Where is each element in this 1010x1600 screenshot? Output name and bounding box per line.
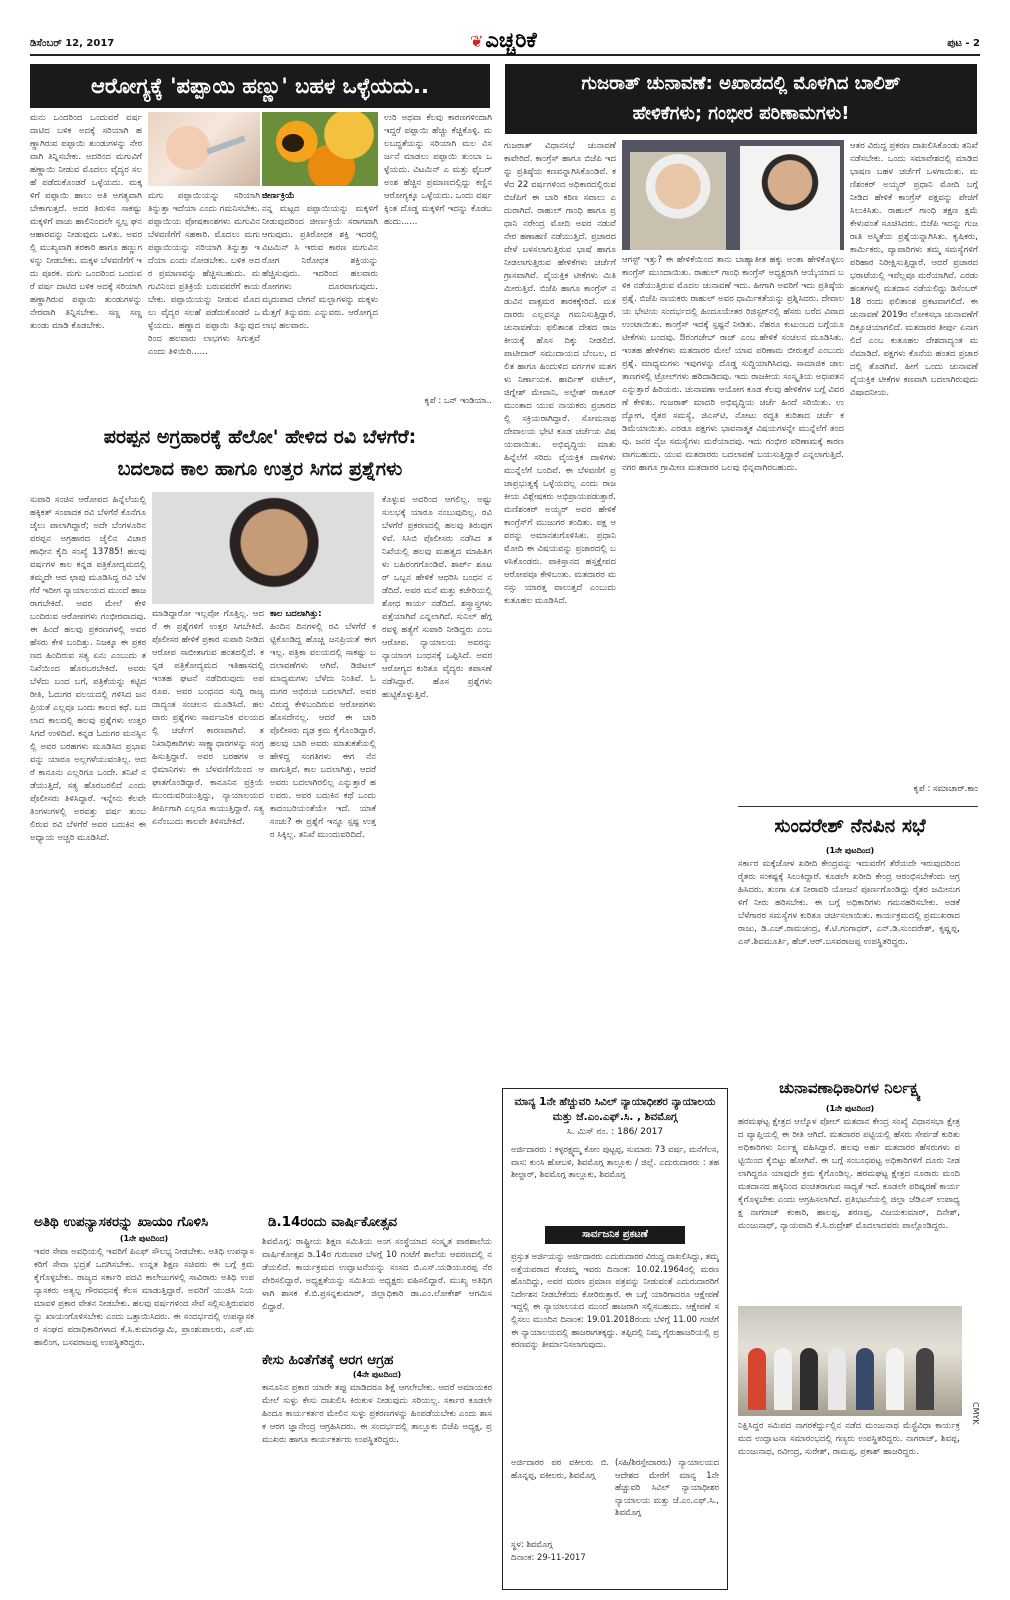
papaya-fruit-photo xyxy=(262,112,378,186)
vaarshikotsava-headline: ಡಿ.14ರಂದು ವಾರ್ಷಿಕೋತ್ಸವ xyxy=(268,1214,398,1230)
ravi-headline xyxy=(30,421,490,487)
sundaresh-body: ಸರ್ಕಾರ ಮಕ್ಕೆಜೋಳ ಖರೀದಿ ಕೇಂದ್ರವನ್ನು ಇದುವರೆಗೆ ತೆರೆಯದೇ ಇರುವುದರಿಂದ ರೈತರು ಸಂಕಷ್ಟಕ್ಕೆ ಸಿಲುಕಿದ್ದಾರೆ. ಕೂಡಲೇ ಖರೀದಿ ಕೇಂದ್ರ ಆರಂಭಿಸಬೇಕೆಂದು ಆಗ್ರಹಿಸಿದರು. ತುಂಗಾ ಏತ ನೀರಾವರಿ ಯೋಜನೆ ಪೂರ್ಣಗೊಂಡಿದ್ದು ರೈತರ ಜಮೀನುಗಳಿಗೆ ನೀರು ಹರಿಸಬೇಕು. ಈ ಬಗ್ಗೆ ಅಧಿಕಾರಿಗಳು ಗಮನಹರಿಸಬೇಕು. ಅಡಕೆ ಬೆಳೆಗಾರರ ಸಮಸ್ಯೆಗಳ ಕುರಿತೂ ಚರ್ಚಿಸಲಾಯಿತು. ಕಾರ್ಯಕ್ರಮದಲ್ಲಿ ಪ್ರಮುಖರಾದ ರಾಜು, ಡಿ.ಎಚ್.ರಾಮಚಂದ್ರ, ಕೆ.ಟಿ.ಗಂಗಾಧರ್, ಎನ್.ಡಿ.ಸುಂದರೇಶ್, ಕೃಷ್ಣಪ್ಪ, ಎಸ್.ಶಿವಮೂರ್ತಿ, ಹೆಚ್.ಆರ್.ಬಸವರಾಜಪ್ಪ ಉಪಸ್ಥಿತರಿದ್ದರು. xyxy=(738,859,960,947)
kesu-dateline: (4ನೇ ಪುಟದಿಂದ) xyxy=(352,1370,402,1379)
athithi-headline: ಅತಿಥಿ ಉಪನ್ಯಾಸಕರನ್ನು ಖಾಯಂ ಗೊಳಿಸಿ xyxy=(34,1214,209,1230)
papaya-credit: ಕೃಪೆ : ಒನ್ ಇಂಡಿಯಾ.. xyxy=(424,396,492,406)
ravi-col-2: ಮಾಡಿದ್ದಾರೋ ಇಲ್ಲವೋ ಗೊತ್ತಿಲ್ಲ. ಆದರೆ ಈ ಪ್ರಶ್ನೆಗಳಿಗೆ ಉತ್ತರ ಸಿಗಬೇಕಿದೆ. ಪೊಲೀಸರ ಹೇಳಿಕೆ ಪ್ರಕಾರ ಸುಪಾರಿ ನೀಡಿದ ಆರೋಪ ಸಾಬೀತಾಗುವ ಹಂತದಲ್ಲಿದೆ. ಕನ್ನಡ ಪತ್ರಿಕೋದ್ಯಮದ ಇತಿಹಾಸದಲ್ಲಿ ಇಂತಹ ಘಟನೆ ನಡೆದಿರುವುದು ಅಪರೂಪ. ಅವರ ಬಂಧನದ ಸುದ್ದಿ ರಾಜ್ಯದಾದ್ಯಂತ ಸಂಚಲನ ಮೂಡಿಸಿದೆ. ಹಲವಾರು ಪ್ರಶ್ನೆಗಳು ಸಾರ್ವಜನಿಕ ವಲಯದಲ್ಲಿ ಚರ್ಚೆಗೆ ಕಾರಣವಾಗಿವೆ. ತನಿಖಾಧಿಕಾರಿಗಳು ಸಾಕ್ಷ್ಯಾಧಾರಗಳನ್ನು ಸಂಗ್ರಹಿಸುತ್ತಿದ್ದಾರೆ. ಅವರ ಬರಹಗಳ ಅಭಿಮಾನಿಗಳು ಈ ಬೆಳವಣಿಗೆಯಿಂದ ಆಘಾತಗೊಂಡಿದ್ದಾರೆ. ಕಾನೂನಿನ ಪ್ರಕ್ರಿಯೆ ಮುಂದುವರಿಯುತ್ತಿದ್ದು, ನ್ಯಾಯಾಲಯದ ತೀರ್ಪಿಗಾಗಿ ಎಲ್ಲರೂ ಕಾಯುತ್ತಿದ್ದಾರೆ. ಸತ್ಯ ಏನೆಂಬುದು ಕಾಲವೇ ತಿಳಿಸಬೇಕಿದೆ. xyxy=(152,609,264,827)
papaya-col-1: ಮನು ಒಂದರಿಂದ ಒಂದುವರೆ ವರ್ಷ ದಾಟಿದ ಬಳಿಕ ಅದಕ್ಕೆ ಸರಿಯಾಗಿ ಹಣ್ಣಾಗಿರುವ ಪಪ್ಪಾಯಿ ತುಂಡುಗಳನ್ನು ನೇರವಾಗಿ ತಿನ್ನಿಸಬೇಕು. ಅದರಿಂದ ಮಗುವಿಗೆ ಹಣ್ಣಾಯಿ ನೀಡುವ ಮೊದಲು ವೈದ್ಯರ ಸಲಹೆ ಪಡೆದುಕೊಂಡರೆ ಒಳ್ಳೆಯದು. ಮಕ್ಕಳಿಗೆ ಪಪ್ಪಾಯಿ ಹಾಲು ಅತಿ ಅಗತ್ಯವಾಗಿ ಬೇಕಾಗುತ್ತದೆ. ಅದರ ತಿರುಳಿನ ಸಾಕಷ್ಟು ಮಕ್ಕಳಿಗೆ ಪಾಚು ಹಾಲಿನಿಂದಲೇ ಸ್ವಲ್ಪ ಘನ ಆಹಾರವನ್ನು ನೀಡುವುದು ಒಳಿತು. ಅವರಲ್ಲಿ ಮುಖ್ಯವಾಗಿ ತರಕಾರಿ ಹಾಗೂ ಹಣ್ಣುಗಳನ್ನು ನೀಡಬೇಕು. ಮಕ್ಕಳ ಬೆಳವಣಿಗೆಗೆ ಇದು ಪೂರಕ. ಮಗು ಒಂದರಿಂದ ಒಂದುವರೆ ವರ್ಷ ದಾಟಿದ ಬಳಿಕ ಅದಕ್ಕೆ ಸರಿಯಾಗಿ ಹಣ್ಣಾಗಿರುವ ಪಪ್ಪಾಯಿ ತುಂಡುಗಳನ್ನು ನೇರವಾಗಿ ತಿನ್ನಿಸಬೇಕು. ಸಣ್ಣ ಸಣ್ಣ ತುಂಡು ಮಾಡಿ ಕೊಡಬೇಕು. xyxy=(30,113,142,331)
gujarat-col-3: ಆತರ ವಿರುದ್ಧ ಪ್ರಕರಣ ದಾಖಲಿಸಿಕೊಂಡು ತನಿಖೆ ನಡೆಸಬೇಕು. ಒಂದು ಸಮಾವೇಶದಲ್ಲಿ ಮಾಡಿದ ಭಾಷಣ ಬಹಳ ಚರ್ಚೆಗೆ ಒಳಗಾಯಿತು. ಮಣಿಶಂಕರ್ ಅಯ್ಯರ್ ಪ್ರಧಾನಿ ಮೋದಿ ಬಗ್ಗೆ ನೀಡಿದ ಹೇಳಿಕೆ ಕಾಂಗ್ರೆಸ್ ಪಕ್ಷವನ್ನು ಪೇಚಿಗೆ ಸಿಲುಕಿಸಿತು. ರಾಹುಲ್ ಗಾಂಧಿ ತಕ್ಷಣ ಕ್ಷಮೆ ಕೇಳುವಂತೆ ಸೂಚಿಸಿದರು. ಬಿಜೆಪಿ ಇದನ್ನು ಗುಜರಾತಿ ಅಸ್ಮಿತೆಯ ಪ್ರಶ್ನೆಯನ್ನಾಗಿಸಿತು. ಕೃಷಿಕರು, ಕಾರ್ಮಿಕರು, ವ್ಯಾಪಾರಿಗಳು ತಮ್ಮ ಸಮಸ್ಯೆಗಳಿಗೆ ಪರಿಹಾರ ನಿರೀಕ್ಷಿಸುತ್ತಿದ್ದಾರೆ. ಆದರೆ ಪ್ರಚಾರದ ಭರಾಟೆಯಲ್ಲಿ ಇವೆಲ್ಲವೂ ಮರೆಯಾಗಿವೆ. ಎರಡು ಹಂತಗಳಲ್ಲಿ ಮತದಾನ ನಡೆಯಲಿದ್ದು ಡಿಸೆಂಬರ್ 18 ರಂದು ಫಲಿತಾಂಶ ಪ್ರಕಟವಾಗಲಿದೆ. ಈ ಚುನಾವಣೆ 2019ರ ಲೋಕಸಭಾ ಚುನಾವಣೆಗೆ ದಿಕ್ಸೂಚಿಯಾಗಲಿದೆ. ಮತದಾರರ ತೀರ್ಪು ಏನಾಗಲಿದೆ ಎಂಬ ಕುತೂಹಲ ದೇಶದಾದ್ಯಂತ ಮನೆಮಾಡಿದೆ. ಪಕ್ಷಗಳು ಕೊನೆಯ ಹಂತದ ಪ್ರಚಾರದಲ್ಲಿ ತೊಡಗಿವೆ. ಹೀಗೆ ಒಂದು ಚುನಾವಣೆ ವೈಯಕ್ತಿಕ ಟೀಕೆಗಳ ಕಣವಾಗಿ ಬದಲಾಗಿರುವುದು ವಿಷಾದನೀಯ. xyxy=(850,141,978,398)
gujarat-col-1: ಗುಜರಾತ್ ವಿಧಾನಸಭೆ ಚುನಾವಣೆ ಕಾವೇರಿದೆ. ಕಾಂಗ್ರೆಸ್ ಹಾಗೂ ಬಿಜೆಪಿ ಇದನ್ನು ಪ್ರತಿಷ್ಠೆಯ ಕಣವನ್ನಾಗಿಸಿಕೊಂಡಿವೆ. ಕಳೆದ 22 ವರ್ಷಗಳಿಂದ ಅಧಿಕಾರದಲ್ಲಿರುವ ಬಿಜೆಪಿಗೆ ಈ ಬಾರಿ ಕಠಿಣ ಸವಾಲು ಎದುರಾಗಿದೆ. ರಾಹುಲ್ ಗಾಂಧಿ ಹಾಗೂ ಪ್ರಧಾನಿ ನರೇಂದ್ರ ಮೋದಿ ಅವರ ನಡುವೆ ನೇರ ಹಣಾಹಣಿ ನಡೆಯುತ್ತಿದೆ. ಪ್ರಚಾರದ ವೇಳೆ ಬಳಸಲಾಗುತ್ತಿರುವ ಭಾಷೆ ಹಾಗೂ ನೀಡಲಾಗುತ್ತಿರುವ ಹೇಳಿಕೆಗಳು ಚರ್ಚೆಗೆ ಗ್ರಾಸವಾಗಿವೆ. ವೈಯಕ್ತಿಕ ಟೀಕೆಗಳು ಮಿತಿ ಮೀರುತ್ತಿವೆ. ಬಿಜೆಪಿ ಹಾಗೂ ಕಾಂಗ್ರೆಸ್ ನಡುವಿನ ವಾಕ್ಸಮರ ತಾರಕಕ್ಕೇರಿದೆ. ಮತದಾರರು ಎಲ್ಲವನ್ನೂ ಗಮನಿಸುತ್ತಿದ್ದಾರೆ. ಚುನಾವಣೆಯ ಫಲಿತಾಂಶ ದೇಶದ ರಾಜಕೀಯಕ್ಕೆ ಹೊಸ ದಿಕ್ಕು ನೀಡಲಿದೆ. ಪಾಟೀದಾರ್ ಸಮುದಾಯದ ಬೆಂಬಲ, ದಲಿತ ಹಾಗೂ ಹಿಂದುಳಿದ ವರ್ಗಗಳ ಮತಗಳು ನಿರ್ಣಾಯಕ. ಹಾರ್ದಿಕ್ ಪಟೇಲ್, ಜಿಗ್ನೇಶ್ ಮೇವಾನಿ, ಅಲ್ಪೇಶ್ ಠಾಕೂರ್ ಮುಂತಾದ ಯುವ ನಾಯಕರು ಪ್ರಚಾರದಲ್ಲಿ ಸಕ್ರಿಯರಾಗಿದ್ದಾರೆ. ಸೋಮನಾಥ ದೇವಾಲಯ ಭೇಟಿ ಕೂಡ ಚರ್ಚೆಯ ವಿಷಯವಾಯಿತು. ಅಭಿವೃದ್ಧಿಯ ಮಾತು ಹಿನ್ನೆಲೆಗೆ ಸರಿದು ವೈಯಕ್ತಿಕ ದಾಳಿಗಳು ಮುನ್ನೆಲೆಗೆ ಬಂದಿವೆ. ಈ ಬೆಳವಣಿಗೆ ಪ್ರಜಾಪ್ರಭುತ್ವಕ್ಕೆ ಒಳ್ಳೆಯದಲ್ಲ ಎಂದು ರಾಜಕೀಯ ವಿಶ್ಲೇಷಕರು ಅಭಿಪ್ರಾಯಪಡುತ್ತಾರೆ. ಮಣಿಶಂಕರ್ ಅಯ್ಯರ್ ಅವರ ಹೇಳಿಕೆ ಕಾಂಗ್ರೆಸ್‌ಗೆ ಮುಜುಗರ ತಂದಿತು. ಪಕ್ಷ ಅವರನ್ನು ಅಮಾನತುಗೊಳಿಸಿತು. ಪ್ರಧಾನಿ ಮೋದಿ ಈ ವಿಷಯವನ್ನು ಪ್ರಚಾರದಲ್ಲಿ ಬಳಸಿಕೊಂಡರು. ಪಾಕಿಸ್ತಾನದ ಹಸ್ತಕ್ಷೇಪದ ಆರೋಪವೂ ಕೇಳಿಬಂತು. ಮತದಾರರ ಮನಸ್ಸು ಯಾರತ್ತ ವಾಲುತ್ತದೆ ಎಂಬುದು ಕುತೂಹಲ ಮೂಡಿಸಿದೆ. xyxy=(504,141,616,606)
digestion-subhead: ಜೀರ್ಣಕ್ರಿಯೆ xyxy=(262,191,295,201)
notice-place: ಸ್ಥಳ: ಶಿವಮೊಗ್ಗ xyxy=(511,1539,553,1549)
election-headline: ಚುನಾವಣಾಧಿಕಾರಿಗಳ ನಿರ್ಲಕ್ಷ್ಯ xyxy=(779,1079,921,1097)
meeting-caption: ನಿಕ್ಷಿಸಿದ್ದರ ಸಮಿಪದ ನಾಗರಕೆರ್ದ್ದುಲ್ಲಿನ ನಡೆದ ಮಂಜುನಾಥ ಮೆಸ್ಟ್ರೆವಿಧಾ ಕಾರ್ಯಕ್ರಮದ ಉದ್ಘಾಟನಾ ಸಮಾರಂಭದಲ್ಲಿ ಗಣ್ಯರು ಉಪಸ್ಥಿತರಿದ್ದರು. ನಾಗರಾಜ್, ಶಿವಪ್ಪ, ಮಂಜುನಾಥ, ರವೀಂದ್ರ, ಸುರೇಶ್, ರಾಮಪ್ಪ, ಪ್ರಕಾಶ್ ಹಾಜರಿದ್ದರು. xyxy=(738,1421,960,1457)
vaarshikotsava-body: ಶಿವಮೊಗ್ಗ: ರಾಷ್ಟ್ರೀಯ ಶಿಕ್ಷಣ ಸಮಿತಿಯ ಅಂಗ ಸಂಸ್ಥೆಯಾದ ಸಂಸ್ಕೃತ ಪಾಠಶಾಲೆಯ ವಾರ್ಷಿಕೋತ್ಸವ ಡಿ.14ರ ಗುರುವಾರ ಬೆಳಗ್ಗೆ 10 ಗಂಟೆಗೆ ಶಾಲೆಯ ಆವರಣದಲ್ಲಿ ನಡೆಯಲಿದೆ. ಕಾರ್ಯಕ್ರಮದ ಉದ್ಘಾಟನೆಯನ್ನು ಸಂಸದ ಬಿ.ಎಸ್.ಯಡಿಯೂರಪ್ಪ ನೆರವೇರಿಸಲಿದ್ದಾರೆ. ಅಧ್ಯಕ್ಷತೆಯನ್ನು ಸಮಿತಿಯ ಅಧ್ಯಕ್ಷರು ವಹಿಸಲಿದ್ದಾರೆ. ಮುಖ್ಯ ಅತಿಥಿಗಳಾಗಿ ಶಾಸಕ ಕೆ.ಬಿ.ಪ್ರಸನ್ನಕುಮಾರ್, ಜಿಲ್ಲಾಧಿಕಾರಿ ಡಾ.ಎಂ.ಲೋಕೇಶ್ ಆಗಮಿಸಲಿದ್ದಾರೆ. xyxy=(262,1237,492,1312)
sundaresh-headline: ಸುಂದರೇಶ್ ನೆನಪಿನ ಸಭೆ xyxy=(774,815,926,837)
notice-date: ದಿನಾಂಕ: 29-11-2017 xyxy=(511,1551,586,1562)
logo-text: ಎಚ್ಚರಿಕೆ xyxy=(485,28,537,52)
newspaper-logo xyxy=(470,28,537,53)
notice-signatures xyxy=(511,1456,719,1534)
gujarat-headline xyxy=(505,64,977,134)
papaya-col-2: ಮಗು ಪಪ್ಪಾಯಿಯನ್ನು ಸರಿಯಾಗಿ ತಿನ್ನುತ್ತಾ ಇದೆಯಾ ಎಂದು ಗಮನಿಸಬೇಕು. ಪಪ್ಪಾಯಿಯ ಪೋಷಕಾಂಶಗಳು ಮಗುವಿನ ಬೆಳವಣಿಗೆಗೆ ಸಹಕಾರಿ. ಮೊದಲು ಮಗು ಪಪ್ಪಾಯಿಯನ್ನು ನರಿಯಾಗಿ ತಿನ್ನುತ್ತಾ ಇದೆಯಾ ಎಂದು ನೋಡಬೇಕು. ಬಳಿಕ ಅದರ ಪ್ರಮಾಣವನ್ನು ಹೆಚ್ಚಿಸಬಹುದು. ಮಗುವಿನಿಂದ ಪ್ರತಿಕ್ರಿಯೆ ಬರುವವರೆಗೆ ಕಾಯಬೇಕು. ಪಪ್ಪಾಯಿಯನ್ನು ನೀಡುವ ಮೊದಲು ವೈದ್ಯರ ಸಲಹೆ ಪಡೆದುಕೊಂಡರೆ ಒಳ್ಳೆಯದು. ಹಣ್ಣಾದ ಪಪ್ಪಾಯಿ ತಿನ್ನುವುದರಿಂದ ಹಲವಾರು ಲಾಭಗಳು ಸಿಗುತ್ತವೆ ಎಂದು ತಿಳಿಯಿರಿ...... xyxy=(148,191,260,357)
notice-body: ಪ್ರಸ್ತುತ ಅರ್ಜಿಯನ್ನು ಅರ್ಜಿದಾರರು ಎದುರುದಾರರ ವಿರುದ್ಧ ದಾಖಲಿಸಿದ್ದು, ತಮ್ಮ ಅತ್ತೆಯವರಾದ ಕೆಂಚಮ್ಮ ಇವರು ದಿನಾಂಕ: 10.02.1964ರಲ್ಲಿ ಮರಣ ಹೊಂದಿದ್ದು, ಅವರ ಮರಣ ಪ್ರಮಾಣ ಪತ್ರವನ್ನು ನೀಡುವಂತೆ ಎದುರುದಾರರಿಗೆ ನಿರ್ದೇಶನ ನೀಡಬೇಕೆಂದು ಕೋರಿರುತ್ತಾರೆ. ಈ ಬಗ್ಗೆ ಯಾರಿಗಾದರೂ ಆಕ್ಷೇಪಣೆ ಇದ್ದಲ್ಲಿ ಈ ನ್ಯಾಯಾಲಯದ ಮುಂದೆ ಹಾಜರಾಗಿ ಸಲ್ಲಿಸಬಹುದು. ಆಕ್ಷೇಪಣೆ ಸಲ್ಲಿಸಲು ಮುಂದಿನ ದಿನಾಂಕ: 19.01.2018ರಂದು ಬೆಳಿಗ್ಗೆ 11.00 ಗಂಟೆಗೆ ಈ ನ್ಯಾಯಾಲಯದಲ್ಲಿ ಹಾಜರಾಗತಕ್ಕದ್ದು. ತಪ್ಪಿದಲ್ಲಿ ನಿಮ್ಮ ಗೈರುಹಾಜರಿಯಲ್ಲಿ ಪ್ರಕರಣವನ್ನು ತೀರ್ಮಾನಿಸಲಾಗುವುದು. xyxy=(511,1251,719,1350)
court-notice xyxy=(502,1088,728,1590)
ravi-col-3-text: ಹಿಂದಿನ ದಿನಗಳಲ್ಲಿ ರವಿ ಬೆಳಗೆರೆ ಕಟ್ಟಿಕೊಂಡಿದ್ದ ಹೊಚ್ಚ ಜನಪ್ರಿಯತೆ ಈಗ ಇಲ್ಲ. ಪತ್ರಿಕಾ ವಲಯದಲ್ಲಿ ಸಾಕಷ್ಟು ಬದಲಾವಣೆಗಳು ಆಗಿವೆ. ಡಿಜಿಟಲ್ ಮಾಧ್ಯಮಗಳು ಬೆಳೆದು ನಿಂತಿವೆ. ಓದುಗರ ಅಭಿರುಚಿ ಬದಲಾಗಿದೆ. ಅವರ ವಿರುದ್ಧ ಕೇಳಿಬಂದಿರುವ ಆರೋಪಗಳು ಹೊಸದೇನಲ್ಲ. ಆದರೆ ಈ ಬಾರಿ ಪೊಲೀಸರು ದೃಢ ಕ್ರಮ ಕೈಗೊಂಡಿದ್ದಾರೆ. ಹಲವು ಬಾರಿ ಅವರು ಮಾತುಕತೆಯಲ್ಲಿ ಹೇಳಿದ್ದ ಸಂಗತಿಗಳು ಈಗ ನೆನಪಾಗುತ್ತಿವೆ. ಕಾಲ ಬದಲಾಗಿತ್ತು, ಆದರೆ ಅವರು ಬದಲಾಗಿರಲಿಲ್ಲ ಎನ್ನುತ್ತಾರೆ ಹಲವರು. ಅವರ ಬದುಕಿನ ಕಥೆ ಒಂದು ಕಾದಂಬರಿಯಂತೆಯೇ ಇದೆ. ಯಾಕೆ ಸಂಚು? ಈ ಪ್ರಶ್ನೆಗೆ ಇನ್ನೂ ಸ್ಪಷ್ಟ ಉತ್ತರ ಸಿಕ್ಕಿಲ್ಲ. ತನಿಖೆ ಮುಂದುವರಿದಿದೆ. xyxy=(270,622,376,840)
baby-eating-photo xyxy=(148,112,260,186)
notice-title: ಮಾನ್ಯ 1ನೇ ಹೆಚ್ಚುವರಿ ಸಿವಿಲ್ ನ್ಯಾಯಾಧೀಶರ ನ್ಯಾಯಾಲಯ ಮತ್ತು ಜೆ.ಎಂ.ಎಫ್.ಸಿ. , ಶಿವಮೊಗ್ಗ xyxy=(514,1096,716,1123)
athithi-body: ಇವರ ಸೇವಾ ಅವಧಿಯಲ್ಲಿ ಇವರಿಗೆ ಪಿಎಫ್ ಸೌಲಭ್ಯ ನೀಡಬೇಕು. ಅತಿಥಿ ಉಪನ್ಯಾಸಕರಿಗೆ ಸೇವಾ ಭದ್ರತೆ ಒದಗಿಸಬೇಕು. ಉನ್ನತ ಶಿಕ್ಷಣ ಸಚಿವರು ಈ ಬಗ್ಗೆ ಕ್ರಮ ಕೈಗೊಳ್ಳಬೇಕು. ರಾಜ್ಯದ ಸರ್ಕಾರಿ ಪದವಿ ಕಾಲೇಜುಗಳಲ್ಲಿ ಸಾವಿರಾರು ಅತಿಥಿ ಉಪನ್ಯಾಸಕರು ಅತ್ಯಲ್ಪ ಗೌರವಧನಕ್ಕೆ ಕೆಲಸ ಮಾಡುತ್ತಿದ್ದಾರೆ. ಅವರಿಗೆ ಯುಜಿಸಿ ನಿಯಮಾವಳಿ ಪ್ರಕಾರ ವೇತನ ನೀಡಬೇಕು. ಹಲವು ವರ್ಷಗಳಿಂದ ಸೇವೆ ಸಲ್ಲಿಸುತ್ತಿರುವವರನ್ನು ಖಾಯಂಗೊಳಿಸಬೇಕು ಎಂದು ಒತ್ತಾಯಿಸಿದರು. ಈ ಸಂದರ್ಭದಲ್ಲಿ ಉಪನ್ಯಾಸಕರ ಸಂಘದ ಪದಾಧಿಕಾರಿಗಳಾದ ಕೆ.ಸಿ.ಕುಮಾರಸ್ವಾಮಿ, ಪ್ರಾಂಶುಪಾಲರು, ಎಸ್.ಮಹಾಲಿಂಗ, ಬಸವರಾಜಪ್ಪ ಉಪಸ್ಥಿತರಿದ್ದರು. xyxy=(34,1247,254,1348)
ravi-headline-line-1: ಪರಪ್ಪನ ಅಗ್ರಹಾರಕ್ಕೆ ಹೆಲೋ' ಹೇಳಿದ ರವಿ ಬೆಳಗೆರೆ: xyxy=(103,426,417,448)
kesu-body: ಕಾನೂನಿನ ಪ್ರಕಾರ ಯಾರೇ ತಪ್ಪು ಮಾಡಿದರೂ ಶಿಕ್ಷೆ ಆಗಲೇಬೇಕು. ಆದರೆ ಅಮಾಯಕರ ಮೇಲೆ ಸುಳ್ಳು ಕೇಸು ದಾಖಲಿಸಿ ಕಿರುಕುಳ ನೀಡುವುದು ಸರಿಯಲ್ಲ. ಸರ್ಕಾರ ಕೂಡಲೇ ಹಿಂದೂ ಕಾರ್ಯಕರ್ತರ ಮೇಲಿನ ಸುಳ್ಳು ಪ್ರಕರಣಗಳನ್ನು ಹಿಂಪಡೆಯಬೇಕು ಎಂದು ಶಾಸಕ ಆರಗ ಜ್ಞಾನೇಂದ್ರ ಆಗ್ರಹಿಸಿದರು. ಈ ಸಂದರ್ಭದಲ್ಲಿ ತಾಲ್ಲೂಕು ಬಿಜೆಪಿ ಅಧ್ಯಕ್ಷ, ಪ್ರಮುಖರು ಹಾಗೂ ಕಾರ್ಯಕರ್ತರು ಉಪಸ್ಥಿತರಿದ್ದರು. xyxy=(262,1383,492,1445)
issue-date: ಡಿಸೆಂಬರ್ 12, 2017 xyxy=(30,38,115,49)
gujarat-credit: ಕೃಪೆ : ಸಮಾಚಾರ್.ಕಾಂ xyxy=(913,784,978,794)
kesu-headline: ಕೇಸು ಹಿಂತೆಗೆತಕ್ಕೆ ಆರಗ ಆಗ್ರಹ xyxy=(262,1352,394,1368)
ravi-headline-line-2: ಬದಲಾದ ಕಾಲ ಹಾಗೂ ಉತ್ತರ ಸಿಗದ ಪ್ರಶ್ನೆಗಳು xyxy=(117,458,403,480)
leaf-icon: ❦ xyxy=(470,32,484,51)
gujarat-headline-line-2: ಹೇಳಿಕೆಗಳು; ಗಂಭೀರ ಪರಿಣಾಮಗಳು! xyxy=(632,103,850,124)
ravi-col-4: ಕೊಳ್ಳುವ ಅವರಿಂದ ಆಗಲಿಲ್ಲ. ಅಷ್ಟು ಸುಲಭಕ್ಕೆ ಯಾರೂ ನಂಬುವುದಿಲ್ಲ. ರವಿ ಬೆಳಗೆರೆ ಪ್ರಕರಣದಲ್ಲಿ ಹಲವು ತಿರುವುಗಳಿವೆ. ಸಿಸಿಬಿ ಪೊಲೀಸರು ನಡೆಸಿದ ತನಿಖೆಯಲ್ಲಿ ಹಲವು ಮಹತ್ವದ ಮಾಹಿತಿಗಳು ಬಹಿರಂಗಗೊಂಡಿವೆ. ಶಾರ್ಪ್ ಶೂಟರ್ ಒಬ್ಬನ ಹೇಳಿಕೆ ಆಧರಿಸಿ ಬಂಧನ ನಡೆದಿದೆ. ಅವರ ಮನೆ ಮತ್ತು ಕಚೇರಿಯಲ್ಲಿ ಶೋಧ ಕಾರ್ಯ ನಡೆದಿದೆ. ಶಸ್ತ್ರಾಸ್ತ್ರಗಳು ಪತ್ತೆಯಾಗಿವೆ ಎನ್ನಲಾಗಿದೆ. ಸುನಿಲ್ ಹೆಗ್ಗರವಳ್ಳಿ ಹತ್ಯೆಗೆ ಸುಪಾರಿ ನೀಡಿದ್ದರು ಎಂಬ ಆರೋಪ. ನ್ಯಾಯಾಲಯ ಅವರನ್ನು ನ್ಯಾಯಾಂಗ ಬಂಧನಕ್ಕೆ ಒಪ್ಪಿಸಿದೆ. ಅವರ ಆರೋಗ್ಯದ ಕುರಿತೂ ವೈದ್ಯರು ತಪಾಸಣೆ ನಡೆಸಿದ್ದಾರೆ. ಹೊಸ ಪ್ರಶ್ನೆಗಳು ಹುಟ್ಟಿಕೊಳ್ಳುತ್ತಿವೆ. xyxy=(382,495,492,700)
masthead xyxy=(30,28,980,56)
ravi-belagere-photo xyxy=(152,492,374,604)
sundaresh-dateline: (1ನೇ ಪುಟದಿಂದ) xyxy=(825,846,875,855)
meeting-photo xyxy=(738,1306,962,1416)
papaya-headline: ಆರೋಗ್ಯಕ್ಕೆ 'ಪಪ್ಪಾಯಿ ಹಣ್ಣು' ಬಹಳ ಒಳ್ಳೆಯದು.. xyxy=(30,64,490,108)
papaya-col-3-text: ನನ್ನ ಮಟ್ಟದ ಪಪ್ಪಾಯಿಯನ್ನು ಮಕ್ಕಳಿಗೆ ನೀಡುವುದರಿಂದ ಜೀರ್ಣಕ್ರಿಯೆ ಸರಾಗವಾಗಿ ಆಗುವುದು. ಪ್ರತಿರೋಧಕ ಶಕ್ತಿ ಇದರಲ್ಲಿ ವಿಟಮಿನ್ ಸಿ ಇರುವ ಕಾರಣ ಮಗುವಿನ ರೋಗ ನಿರೋಧಕ ಶಕ್ತಿಯನ್ನು ಹೆಚ್ಚಿಸುವುದು. ಇದರಿಂದ ಹಲವಾರು ರೋಗಗಳು ದೂರವಾಗುವುದು. ಮೃದುವಾದ ಬೇಗನೆ ಮಲ್ಬಾಗಳನ್ನು ಮಕ್ಕಳು ಮೆತ್ತಗೆ ತಿನ್ನುವರು ಎನ್ನುವರು. ಆರೋಗ್ಯದ ಲಾಭ ಹಲವಾರು. xyxy=(262,204,378,331)
notice-case-number: ಸಿ. ಮಿಸ್ ನಂ. : 186/ 2017 xyxy=(566,1127,664,1137)
divider xyxy=(738,806,978,807)
election-dateline: (1ನೇ ಪುಟದಿಂದ) xyxy=(825,1104,875,1113)
papaya-col-3 xyxy=(262,190,378,410)
election-body: ಹರಮಘಟ್ಟ ಕ್ಷೇತ್ರದ ಆಲ್ಕೊಳ ಪೋಲ್ ಮತದಾನ ಕೇಂದ್ರ ಸಂಖ್ಯೆ ವಿಧಾನಸಭಾ ಕ್ಷೇತ್ರದ ವ್ಯಾಪ್ತಿಯಲ್ಲಿ ಈ ರೀತಿ ಆಗಿದೆ. ಮತದಾರರ ಪಟ್ಟಿಯಲ್ಲಿ ಹೆಸರು ಸೇರ್ಪಡೆ ಕುರಿತು ಅಧಿಕಾರಿಗಳು ನಿರ್ಲಕ್ಷ್ಯ ವಹಿಸಿದ್ದಾರೆ. ಹಲವು ಅರ್ಹ ಮತದಾರರ ಹೆಸರುಗಳು ಪಟ್ಟಿಯಿಂದ ಕೈಬಿಟ್ಟು ಹೋಗಿವೆ. ಈ ಬಗ್ಗೆ ಸಂಬಂಧಪಟ್ಟ ಅಧಿಕಾರಿಗಳಿಗೆ ದೂರು ನೀಡಲಾಗಿದ್ದರೂ ಯಾವುದೇ ಕ್ರಮ ಕೈಗೊಂಡಿಲ್ಲ. ಹರಮಘಟ್ಟ ಕ್ಷೇತ್ರದ ನೂರಾರು ಮಂದಿ ಮತದಾನದ ಹಕ್ಕಿನಿಂದ ವಂಚಿತರಾಗುವ ಸಾಧ್ಯತೆ ಇದೆ. ಕೂಡಲೇ ಪರಿಷ್ಕರಣೆ ಕಾರ್ಯ ಕೈಗೊಳ್ಳಬೇಕು ಎಂದು ಆಗ್ರಹಿಸಲಾಗಿದೆ. ಪ್ರತಿಭಟನೆಯಲ್ಲಿ ಜಿಲ್ಲಾ ಜೆಡಿಎಸ್ ಉಪಾಧ್ಯಕ್ಷ ನಾಗರಾಜ್ ಕಂಕಾರಿ, ಹಾಲಪ್ಪ, ಶರಣಪ್ಪ, ವಿಜಯಕುಮಾರ್, ದಿನೇಶ್, ಮಂಜುನಾಥ್, ನ್ಯಾಯವಾದಿ ಕೆ.ಸಿ.ರುದ್ರೇಶ್ ಮೊದಲಾದವರು ಪಾಲ್ಗೊಂಡಿದ್ದರು. xyxy=(738,1117,960,1231)
papaya-col-4: ಉರಿ ಅಥವಾ ಕೆಲವು ಕಾರಣಗಳಿಂದಾಗಿ ಇದ್ದರೆ ಪಪ್ಪಾಯಿ ಹೆಚ್ಚು ಕೆಚ್ಚಿಕೊಳ್ಳಿ. ಮಲಬದ್ಧತೆಯನ್ನು ಸರಿಯಾಗಿ ಮಲ ವಿಸರ್ಜನೆ ಮಾಡಲು ಪಪ್ಪಾಯಿ ತುಂಬಾ ಒಳ್ಳೆಯದು. ವಿಟಮಿನ್ ಎ ಮತ್ತು ಫೈಬರ್ ಅಂಶ ಹೆಚ್ಚಿನ ಪ್ರಮಾಣದಲ್ಲಿದ್ದು ಕಣ್ಣಿನ ಆರೋಗ್ಯಕ್ಕೂ ಒಳ್ಳೆಯದು. ಒಂದು ವರ್ಷಕ್ಕಿಂತ ದೊಡ್ಡ ಮಕ್ಕಳಿಗೆ ಇದನ್ನು ಕೊಡಬಹುದು...... xyxy=(384,113,492,227)
cmyk-mark: CMYK xyxy=(971,1402,980,1425)
gujarat-col-2: ಆಗಸ್ಟ್ ಇತ್ತು? ಈ ಹೇಳಿಕೆಯಿಂದ ತಾನು ಬಾಹ್ಯಾತೀತ ಹಕ್ಕು ಅಂತಾ ಹೇಳಿಕೊಳ್ಳಲು ಕಾಂಗ್ರೆಸ್ ಮುಂದಾಯಿತು. ರಾಹುಲ್ ಗಾಂಧಿ ಕಾಂಗ್ರೆಸ್ ಅಧ್ಯಕ್ಷರಾಗಿ ಆಯ್ಕೆಯಾದ ಬಳಿಕ ನಡೆಯುತ್ತಿರುವ ಮೊದಲ ಚುನಾವಣೆ ಇದು. ಹೀಗಾಗಿ ಅವರಿಗೆ ಇದು ಪ್ರತಿಷ್ಠೆಯ ಪ್ರಶ್ನೆ. ಬಿಜೆಪಿ ನಾಯಕರು ರಾಹುಲ್ ಅವರ ಧಾರ್ಮಿಕತೆಯನ್ನು ಪ್ರಶ್ನಿಸಿದರು. ದೇವಾಲಯ ಭೇಟಿಯ ಸಂದರ್ಭದಲ್ಲಿ ಹಿಂದೂಯೇತರ ರಿಜಿಸ್ಟರ್‌ನಲ್ಲಿ ಹೆಸರು ಬರೆದ ವಿವಾದ ಉಂಟಾಯಿತು. ಕಾಂಗ್ರೆಸ್ ಇದಕ್ಕೆ ಸ್ಪಷ್ಟನೆ ನೀಡಿತು. ನೆಹರೂ ಕುಟುಂಬದ ಬಗ್ಗೆಯೂ ಟೀಕೆಗಳು ಬಂದವು. ಔರಂಗಜೇಬ್ ರಾಜ್ ಎಂಬ ಹೇಳಿಕೆ ಸಂಚಲನ ಮೂಡಿಸಿತು. ಇಂತಹ ಹೇಳಿಕೆಗಳು ಮತದಾರರ ಮೇಲೆ ಯಾವ ಪರಿಣಾಮ ಬೀರುತ್ತವೆ ಎಂಬುದು ಪ್ರಶ್ನೆ. ಮಾಧ್ಯಮಗಳು ಇವುಗಳನ್ನು ದೊಡ್ಡ ಸುದ್ದಿಯಾಗಿಸಿದವು. ಸಾಮಾಜಿಕ ಜಾಲತಾಣಗಳಲ್ಲಿ ಟ್ರೋಲ್‌ಗಳು ಹರಿದಾಡಿದವು. ಇದು ರಾಜಕೀಯ ಸಂಸ್ಕೃತಿಯ ಅಧಃಪತನ ಎನ್ನುತ್ತಾರೆ ಹಿರಿಯರು. ಚುನಾವಣಾ ಆಯೋಗ ಕೂಡ ಕೆಲವು ಹೇಳಿಕೆಗಳ ಬಗ್ಗೆ ವಿವರಣೆ ಕೇಳಿತು. ಗುಜರಾತ್ ಮಾದರಿ ಅಭಿವೃದ್ಧಿಯ ಚರ್ಚೆ ಹಿಂದೆ ಸರಿಯಿತು. ಉದ್ಯೋಗ, ರೈತರ ಸಮಸ್ಯೆ, ಜಿಎಸ್‌ಟಿ, ನೋಟು ರದ್ದತಿ ಕುರಿತಾದ ಚರ್ಚೆ ಕಡಿಮೆಯಾಯಿತು. ಎರಡೂ ಪಕ್ಷಗಳು ಭಾವನಾತ್ಮಕ ವಿಷಯಗಳನ್ನೇ ಮುನ್ನೆಲೆಗೆ ತಂದವು. ಜನರ ನೈಜ ಸಮಸ್ಯೆಗಳು ಮರೆಯಾದವು. ಇದು ಗಂಭೀರ ಪರಿಣಾಮಕ್ಕೆ ಕಾರಣವಾಗಬಹುದು. ಯುವ ಮತದಾರರು ಬದಲಾವಣೆ ಬಯಸುತ್ತಿದ್ದಾರೆ ಎನ್ನಲಾಗುತ್ತಿದೆ. ನಗರ ಹಾಗೂ ಗ್ರಾಮೀಣ ಮತದಾರರ ಒಲವು ಭಿನ್ನವಾಗಿರಬಹುದು. xyxy=(622,255,844,473)
public-notice-band: ಸಾರ್ವಜನಿಕ ಪ್ರಕಟಣೆ xyxy=(545,1226,685,1244)
notice-right-signature: (ಸಹಿ/ಶಿರಸ್ತೇದಾರರು) ನ್ಯಾಯಾಲಯದ ಆದೇಶದ ಮೇರೆಗೆ ಮಾನ್ಯ 1ನೇ ಹೆಚ್ಚುವರಿ ಸಿವಿಲ್ ನ್ಯಾಯಾಧೀಶರ ನ್ಯಾಯಾಲಯ ಮತ್ತು ಜೆ.ಎಂ.ಎಫ್.ಸಿ., ಶಿವಮೊಗ್ಗ xyxy=(615,1457,719,1518)
ravi-col-3 xyxy=(270,608,376,1206)
notice-left-signature: ಅರ್ಜಿದಾರರ ಪರ ವಕೀಲರು ಬಿ.ಹೊನ್ನಪ್ಪ, ವಕೀಲರು, ಶಿವಮೊಗ್ಗ xyxy=(511,1457,609,1480)
gujarat-headline-line-1: ಗುಜರಾತ್ ಚುನಾವಣೆ: ಅಖಾಡದಲ್ಲಿ ಮೊಳಗಿದ ಬಾಲಿಶ್ xyxy=(581,73,901,94)
modi-rahul-photo xyxy=(622,140,844,250)
page-number: ಪುಟ - 2 xyxy=(947,38,980,49)
kaala-subhead: ಕಾಲ ಬದಲಾಗಿತ್ತು: xyxy=(270,609,322,619)
athithi-dateline: (1ನೇ ಪುಟದಿಂದ) xyxy=(119,1234,169,1243)
notice-parties: ಅರ್ಜಿದಾರರು : ಕಳ್ಳರಕ್ಷ್ಮಮ್ಮ ಕೋಂ ಪುಟ್ಟಪ್ಪ, ಸುಮಾರು 73 ವರ್ಷ, ಮನೆಗೆಲಸ, ವಾಸ: ಕುಂಸಿ ಹೋಬಳಿ, ಶಿವಮೊಗ್ಗ ತಾಲ್ಲೂಕು / ಜಿಲ್ಲೆ. ಎದುರುದಾರರು : ತಹಶೀಲ್ದಾರ್, ಶಿವಮೊಗ್ಗ ತಾಲ್ಲೂಕು, ಶಿವಮೊಗ್ಗ xyxy=(511,1144,719,1180)
ravi-col-1: ಸುಪಾರಿ ಸಂಚಿನ ಆರೋಪದ ಹಿನ್ನೆಲೆಯಲ್ಲಿ ಹಕ್ಕಿಕತ್ ಸಂಪಾದಕ ರವಿ ಬೆಳಗೆರೆ ಕೊನೆಗೂ ಜೈಲು ಪಾಲಾಗಿದ್ದಾರೆ; ಅದೇ ಬೆಂಗಳೂರಿನ ಪರಪ್ಪನ ಅಗ್ರಹಾರದ ಜೈಲಿನ ವಿಚಾರಣಾಧೀನ ಕೈದಿ ಸಂಖ್ಯೆ 13785! ಹಲವು ವರ್ಷಗಳ ಕಾಲ ಕನ್ನಡ ಪತ್ರಿಕೋದ್ಯಮದಲ್ಲಿ ತಮ್ಮದೇ ಆದ ಛಾಪು ಮೂಡಿಸಿದ್ದ ರವಿ ಬೆಳಗೆರೆ ಇದೀಗ ನ್ಯಾಯಾಲಯದ ಮುಂದೆ ಹಾಜರಾಗಬೇಕಿದೆ. ಅವರ ಮೇಲೆ ಕೇಳಿ ಬಂದಿರುವ ಆರೋಪಗಳು ಗಂಭೀರವಾದವು. ಈ ಹಿಂದೆ ಹಲವು ಪ್ರಕರಣಗಳಲ್ಲಿ ಅವರ ಹೆಸರು ಕೇಳಿ ಬಂದಿತ್ತು. ನಿಜಕ್ಕೂ ಈ ಪ್ರಕರಣದ ಹಿಂದಿರುವ ಸತ್ಯ ಏನು ಎಂಬುದು ತನಿಖೆಯಿಂದ ಹೊರಬರಬೇಕಿದೆ. ಅವರು ಬೆಳೆದು ಬಂದ ಬಗೆ, ಪತ್ರಿಕೆಯನ್ನು ಕಟ್ಟಿದ ರೀತಿ, ಓದುಗರ ವಲಯದಲ್ಲಿ ಗಳಿಸಿದ ಜನಪ್ರಿಯತೆ ಎಲ್ಲವೂ ಒಂದು ಕಾಲದ ಕಥೆ. ಬದಲಾದ ಕಾಲದಲ್ಲಿ ಹಲವು ಪ್ರಶ್ನೆಗಳು ಉತ್ತರ ಸಿಗದೆ ಉಳಿದಿವೆ. ಕನ್ನಡ ಓದುಗರ ಮನಸ್ಸಿನಲ್ಲಿ ಅವರ ಬರಹಗಳು ಮೂಡಿಸಿದ ಪ್ರಭಾವವನ್ನು ಯಾರೂ ಅಲ್ಲಗಳೆಯುವಂತಿಲ್ಲ. ಆದರೆ ಕಾನೂನು ಎಲ್ಲರಿಗೂ ಒಂದೇ. ತನಿಖೆ ನಡೆಯುತ್ತಿದೆ, ಸತ್ಯ ಹೊರಬರಲಿದೆ ಎಂದು ಪೊಲೀಸರು ತಿಳಿಸಿದ್ದಾರೆ. ಇನ್ನೇನು ಕೆಲವೇ ತಿಂಗಳುಗಳಲ್ಲಿ ಅರವತ್ತು ವರ್ಷ ತುಂಬಲಿರುವ ರವಿ ಬೆಳಗೆರೆ ಅವರ ಬದುಕಿನ ಈ ಅಧ್ಯಾಯ ಅಚ್ಚರಿ ಮೂಡಿಸಿದೆ. xyxy=(30,495,146,843)
